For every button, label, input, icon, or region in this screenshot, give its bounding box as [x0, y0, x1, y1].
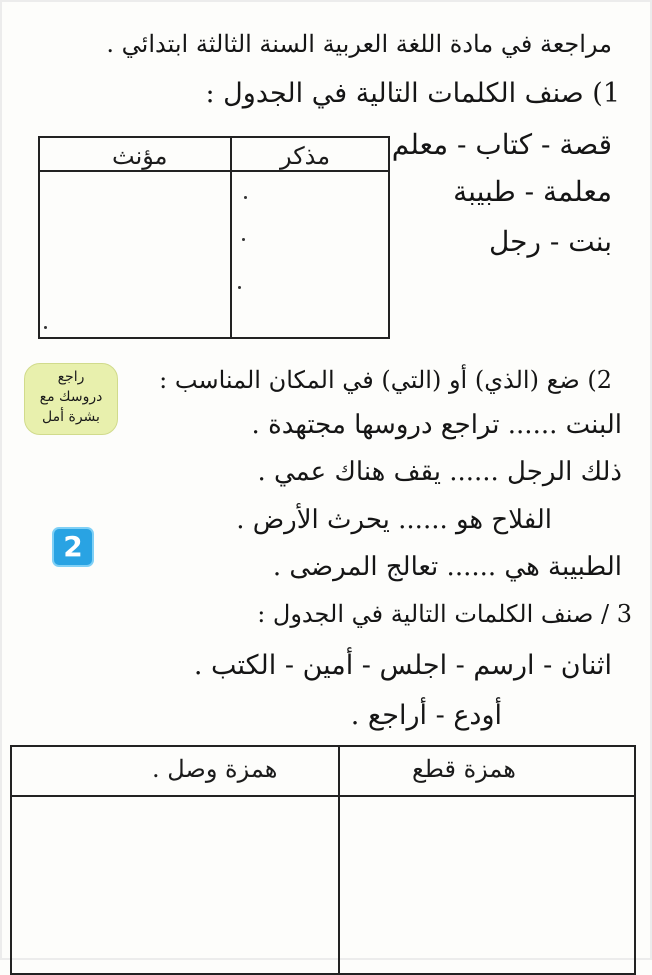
- section1-instruction: 1) صنف الكلمات التالية في الجدول :: [205, 78, 620, 109]
- hamza-table: [10, 745, 636, 975]
- badge-line2: دروسك مع: [39, 389, 103, 405]
- pencil-dot: [244, 196, 247, 199]
- section3-words-line2: أودع - أراجع .: [350, 700, 502, 731]
- gender-table-divider: [230, 138, 232, 337]
- section3-instruction: 3 / صنف الكلمات التالية في الجدول :: [257, 600, 632, 628]
- pencil-dot: [44, 326, 47, 329]
- hamza-wasl-column-header: همزة وصل .: [152, 755, 278, 783]
- badge-line1: راجع: [57, 369, 85, 385]
- section1-words-line2: معلمة - طبيبة: [453, 175, 612, 208]
- hamza-table-divider: [338, 747, 340, 973]
- feminine-column-header: مؤنث: [112, 142, 168, 170]
- pencil-dot: [242, 238, 245, 241]
- section2-instruction: 2) ضع (الذي) أو (التي) في المكان المناسب :: [159, 366, 612, 394]
- worksheet-header: مراجعة في مادة اللغة العربية السنة الثالثة ابتدائي .: [106, 30, 612, 58]
- section2-sentence-4: الطبيبة هي ...... تعالج المرضى .: [272, 552, 622, 582]
- section2-sentence-3: الفلاح هو ...... يحرث الأرض .: [236, 505, 552, 535]
- section2-sentence-1: البنت ...... تراجع دروسها مجتهدة .: [251, 410, 622, 440]
- section3-words-line1: اثنان - ارسم - اجلس - أمين - الكتب .: [193, 650, 612, 681]
- gender-table: [38, 136, 390, 339]
- section2-sentence-2: ذلك الرجل ...... يقف هناك عمي .: [257, 457, 622, 487]
- review-badge: [24, 363, 118, 435]
- pencil-dot: [238, 286, 241, 289]
- hamza-table-header-line: [12, 795, 634, 797]
- section1-words-line3: بنت - رجل: [488, 225, 612, 258]
- badge-line3: بشرة أمل: [42, 409, 100, 425]
- number-two-icon: 2: [52, 527, 94, 567]
- gender-table-header-line: [40, 170, 388, 172]
- section1-words-line1: قصة - كتاب - معلم: [391, 128, 612, 161]
- hamza-qat-column-header: همزة قطع: [412, 755, 516, 783]
- masculine-column-header: مذكر: [280, 142, 331, 170]
